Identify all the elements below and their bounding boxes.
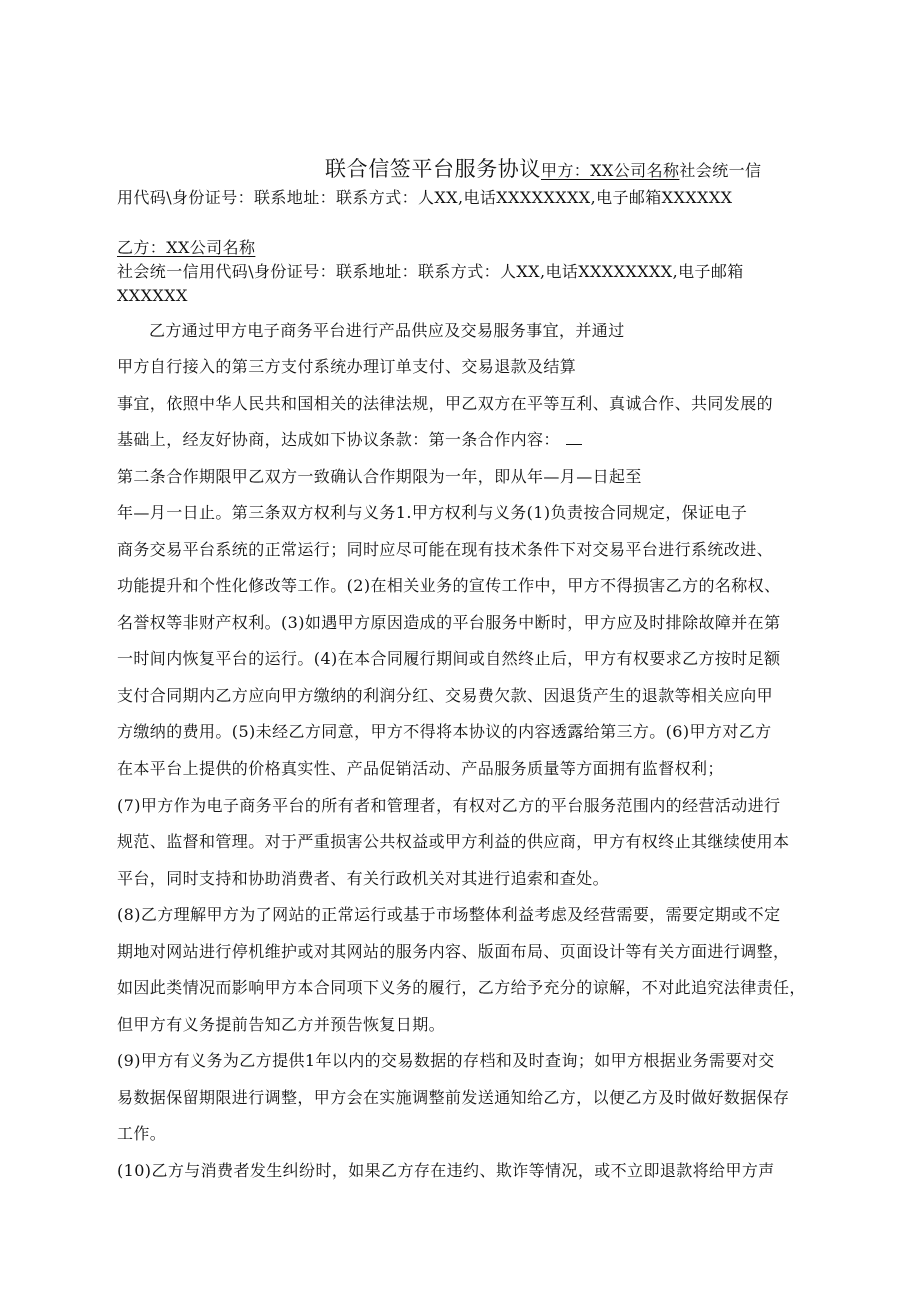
party-a-details: 用代码\身份证号：联系地址：联系方式：人XX,电话XXXXXXXX,电子邮箱XXXXXX: [117, 188, 733, 207]
party-b-label: 乙方：XX公司名称: [117, 238, 256, 257]
body-line: 支付合同期内乙方应向甲方缴纳的利润分红、交易费欠款、因退货产生的退款等相关应向甲: [117, 686, 774, 705]
party-a-line1-tail: 社会统一信: [679, 161, 762, 180]
document-title: 联合信签平台服务协议: [325, 157, 541, 181]
body-line: 一时间内恢复平台的运行。(4)在本合同履行期间或自然终止后，甲方有权要求乙方按时足额: [117, 649, 781, 668]
body-line: 乙方通过甲方电子商务平台进行产品供应及交易服务事宜，并通过: [149, 321, 625, 340]
body-line: (10)乙方与消费者发生纠纷时，如果乙方存在违约、欺诈等情况，或不立即退款将给甲方声: [117, 1161, 775, 1180]
body-line-text: 基础上，经友好协商，达成如下协议条款：第一条合作内容：: [117, 430, 560, 449]
party-b-details-cont: XXXXXX: [117, 286, 188, 305]
body-line: 但甲方有义务提前告知乙方并预告恢复日期。: [117, 1015, 446, 1034]
body-line: 功能提升和个性化修改等工作。(2)在相关业务的宣传工作中，甲方不得损害乙方的名称权、: [117, 576, 781, 595]
body-line: 商务交易平台系统的正常运行；同时应尽可能在现有技术条件下对交易平台进行系统改进、: [117, 540, 774, 559]
body-line: 事宜，依照中华人民共和国相关的法律法规，甲乙双方在平等互利、真诚合作、共同发展的: [117, 394, 774, 413]
body-line: (8)乙方理解甲方为了网站的正常运行或基于市场整体利益考虑及经营需要，需要定期或不定: [117, 905, 781, 924]
body-line: (9)甲方有义务为乙方提供1年以内的交易数据的存档和及时查询；如甲方根据业务需要对交: [117, 1051, 775, 1070]
body-line: 工作。: [117, 1124, 167, 1143]
body-line: 在本平台上提供的价格真实性、产品促销活动、产品服务质量等方面拥有监督权利；: [117, 759, 724, 778]
body-line: 如因此类情况而影响甲方本合同项下义务的履行，乙方给予充分的谅解，不对此追究法律责任，: [117, 978, 806, 997]
body-line: 期地对网站进行停机维护或对其网站的服务内容、版面布局、页面设计等有关方面进行调整，: [117, 942, 790, 961]
body-line: 方缴纳的费用。(5)未经乙方同意，甲方不得将本协议的内容透露给第三方。(6)甲方对乙方: [117, 722, 772, 741]
party-b-details: 社会统一信用代码\身份证号：联系地址：联系方式：人XX,电话XXXXXXXX,电子邮箱: [117, 262, 744, 281]
body-line: 规范、监督和管理。对于严重损害公共权益或甲方利益的供应商，甲方有权终止其继续使用本: [117, 832, 790, 851]
party-a-label: 甲方：XX公司名称: [541, 161, 680, 180]
body-line: 名誉权等非财产权利。(3)如遇甲方原因造成的平台服务中断时，甲方应及时排除故障并在第: [117, 613, 781, 632]
body-line: 年—月一日止。第三条双方权利与义务1.甲方权利与义务(1)负责按合同规定，保证电子: [117, 503, 748, 522]
body-line-clause-1: [117, 430, 582, 450]
body-line: (7)甲方作为电子商务平台的所有者和管理者，有权对乙方的平台服务范围内的经营活动进行: [117, 796, 781, 815]
body-line: 甲方自行接入的第三方支付系统办理订单支付、交易退款及结算: [117, 357, 577, 376]
body-line: 平台，同时支持和协助消费者、有关行政机关对其进行追索和查处。: [117, 869, 610, 888]
body-line: 易数据保留期限进行调整，甲方会在实施调整前发送通知给乙方，以便乙方及时做好数据保存: [117, 1088, 790, 1107]
body-line: 第二条合作期限甲乙双方一致确认合作期限为一年，即从年—月—日起至: [117, 467, 642, 486]
fill-in-blank: [566, 430, 582, 445]
title-line: [325, 156, 761, 184]
